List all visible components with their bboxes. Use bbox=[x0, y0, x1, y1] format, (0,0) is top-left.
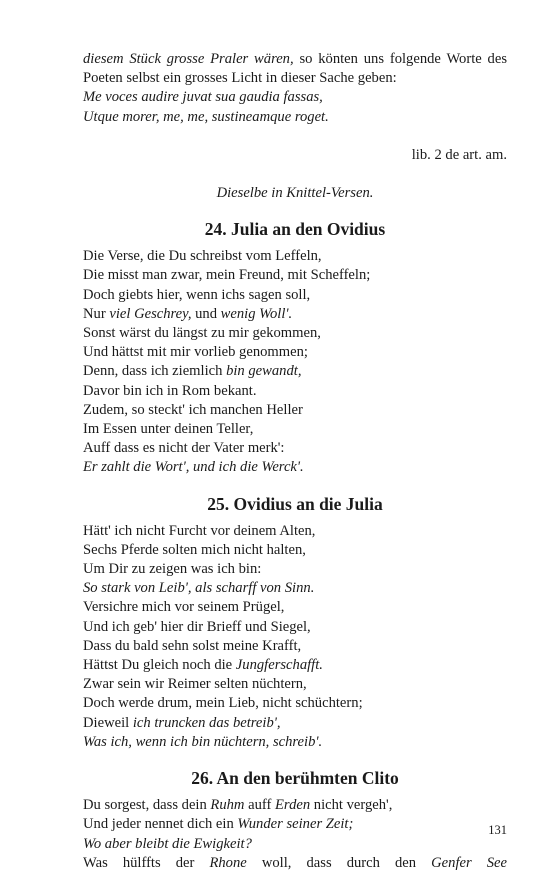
text: auff bbox=[244, 797, 276, 814]
section-24-poem bbox=[83, 247, 507, 477]
poem-line: Die Verse, die Du schreibst vom Leffeln, bbox=[83, 248, 322, 265]
poem-line: Und hättst mit mir vorlieb genommen; bbox=[83, 344, 308, 361]
latin-verse-2: Utque morer, me, me, sustineamque roget. bbox=[83, 108, 329, 125]
italic-text: Wunder seiner Zeit; bbox=[237, 816, 354, 833]
page-body bbox=[83, 50, 507, 873]
poem-line: Doch werde drum, mein Lieb, nicht schüchtern; bbox=[83, 695, 363, 712]
text: Dieweil bbox=[83, 714, 133, 731]
poem-line bbox=[83, 854, 507, 873]
italic-text: Genfer See bbox=[431, 854, 507, 871]
italic-text: ich truncken das betreib', bbox=[132, 714, 281, 731]
section-25-poem bbox=[83, 522, 507, 752]
intro-italic-phrase: diesem Stück grosse Praler wären, bbox=[83, 51, 294, 67]
poem-line: Sechs Pferde solten mich nicht halten, bbox=[83, 541, 306, 558]
text: Was hülffts der bbox=[83, 854, 210, 871]
intro-line-2: Poeten selbst ein grosses Licht in dieser Sache geben: bbox=[83, 70, 397, 87]
poem-line: Um Dir zu zeigen was ich bin: bbox=[83, 561, 262, 578]
text: Und jeder nennet dich ein bbox=[83, 816, 238, 833]
italic-text: wenig Woll'. bbox=[220, 305, 293, 322]
text: Hättst Du gleich noch die bbox=[83, 657, 236, 674]
poem-line: So stark von Leib', als scharff von Sinn. bbox=[83, 580, 315, 597]
italic-text: Rhone bbox=[209, 854, 247, 871]
italic-text: Ruhm bbox=[210, 797, 245, 814]
poem-line: Zudem, so steckt' ich manchen Heller bbox=[83, 401, 303, 418]
poem-line: Was ich, wenn ich bin nüchtern, schreib'. bbox=[83, 733, 323, 750]
subheading: Dieselbe in Knittel-Versen. bbox=[216, 185, 374, 202]
text: Denn, dass ich ziemlich bbox=[83, 363, 227, 380]
poem-line bbox=[83, 714, 507, 733]
poem-line: Und ich geb' hier dir Brieff und Siegel, bbox=[83, 618, 311, 635]
text: Nur bbox=[83, 305, 110, 322]
text: und bbox=[191, 305, 221, 322]
citation: lib. 2 de art. am. bbox=[411, 146, 507, 163]
text: woll, dass durch den bbox=[246, 854, 432, 871]
text: Du sorgest, dass dein bbox=[83, 797, 211, 814]
italic-text: Erden bbox=[275, 797, 311, 814]
poem-line: Zwar sein wir Reimer selten nüchtern, bbox=[83, 676, 307, 693]
poem-line: Im Essen unter deinen Teller, bbox=[83, 421, 254, 438]
italic-text: viel Geschrey, bbox=[109, 305, 192, 322]
poem-line bbox=[83, 362, 507, 381]
section-26-title: 26. An den berühmten Clito bbox=[191, 768, 399, 789]
poem-line: Davor bin ich in Rom bekant. bbox=[83, 382, 257, 399]
section-24-title: 24. Julia an den Ovidius bbox=[204, 219, 386, 240]
poem-line: Auff dass es nicht der Vater merk': bbox=[83, 440, 285, 457]
poem-line: Wo aber bleibt die Ewigkeit? bbox=[83, 835, 252, 852]
poem-line: Die misst man zwar, mein Freund, mit Scheffeln; bbox=[83, 267, 371, 284]
poem-line bbox=[83, 305, 507, 324]
section-26-poem bbox=[83, 796, 507, 873]
intro-text: so könten uns folgende Worte des bbox=[293, 51, 508, 67]
poem-line bbox=[83, 815, 507, 834]
page-number: 131 bbox=[488, 823, 507, 837]
intro-line-1 bbox=[83, 50, 507, 69]
poem-line: Hätt' ich nicht Furcht vor deinem Alten, bbox=[83, 522, 316, 539]
poem-line: Er zahlt die Wort', und ich die Werck'. bbox=[83, 459, 304, 476]
poem-line: Sonst wärst du längst zu mir gekommen, bbox=[83, 325, 321, 342]
poem-line: Doch giebts hier, wenn ichs sagen soll, bbox=[83, 286, 311, 303]
section-25-title: 25. Ovidius an die Julia bbox=[207, 493, 383, 514]
poem-line: Versichre mich vor seinem Prügel, bbox=[83, 599, 285, 616]
text: nicht vergeh', bbox=[310, 797, 393, 814]
poem-line bbox=[83, 796, 507, 815]
italic-text: bin gewandt, bbox=[226, 363, 302, 380]
poem-line: Dass du bald sehn solst meine Krafft, bbox=[83, 637, 302, 654]
latin-verse-1: Me voces audire juvat sua gaudia fassas, bbox=[83, 89, 323, 106]
poem-line bbox=[83, 656, 507, 675]
italic-text: Jungferschafft. bbox=[235, 657, 323, 674]
